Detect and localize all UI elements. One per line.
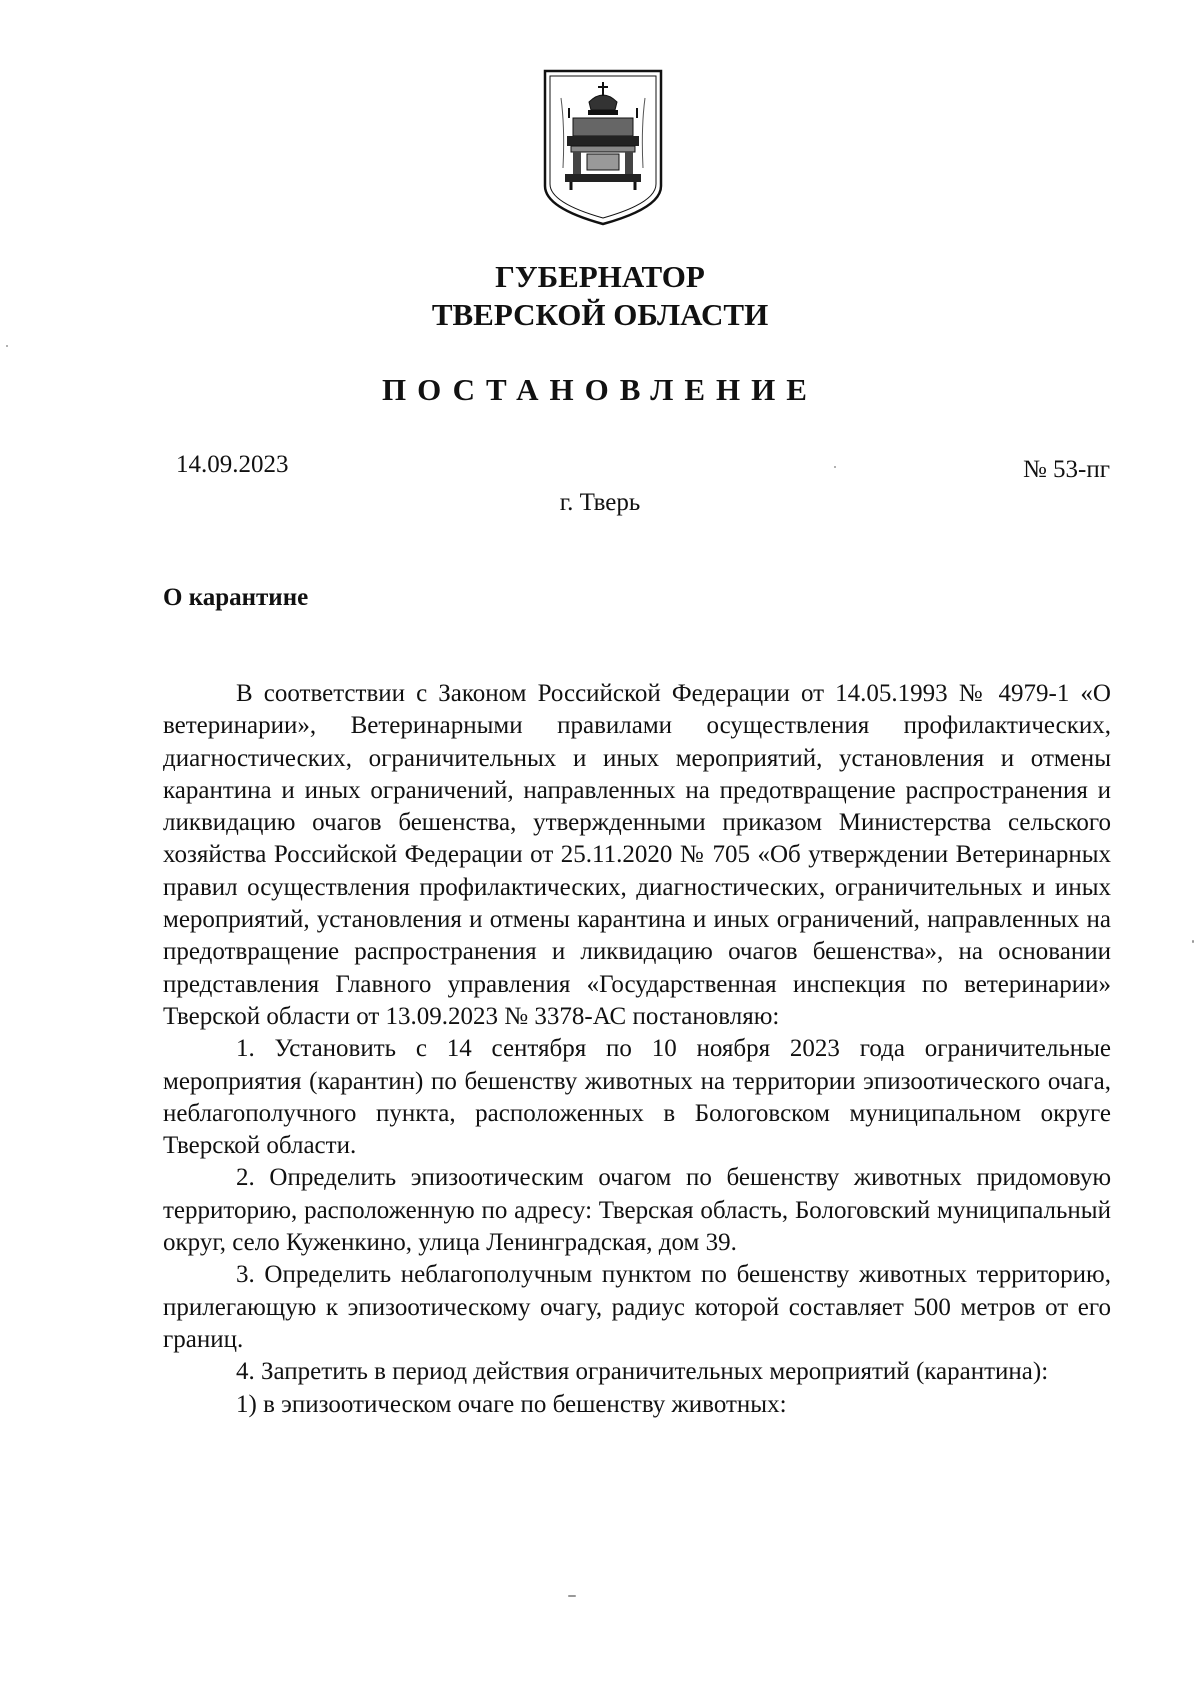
org-title-line1: ГУБЕРНАТОР xyxy=(495,259,705,294)
document-type: ПОСТАНОВЛЕНИЕ xyxy=(382,372,818,407)
preamble-paragraph: В соответствии с Законом Российской Федерации от 14.05.1993 № 4979-1 «О ветеринарии», Ветеринарными правилами осуществления профилактических, диагностических, ограничительных и иных мероприятий, установления и отмены карантина и иных ограничений, направленных на предотвращение распространения и ликвидацию очагов бешенства, утвержденными приказом Министерства сельского хозяйства Российской Федерации от 25.11.2020 № 705 «Об утверждении Ветеринарных правил осуществления профилактических, диагностических, ограничительных и иных мероприятий, установления и отмены карантина и иных ограничений, направленных на предотвращение распространения и ликвидацию очагов бешенства», на основании представления Главного управления «Государственная инспекция по ветеринарии» Тверской области от 13.09.2023 № 3378-АС постановляю: xyxy=(163,680,1111,1030)
coat-of-arms-icon xyxy=(541,68,665,226)
clause-3: 3. Определить неблагополучным пунктом по бешенству животных территорию, прилегающую к эпизоотическому очагу, радиус которой составляет 500 метров от его границ. xyxy=(163,1261,1111,1353)
document-number: № 53-пг xyxy=(1022,456,1110,483)
document-city: г. Тверь xyxy=(559,489,641,516)
scan-artifact xyxy=(1192,940,1194,943)
clause-4-subitem-1: 1) в эпизоотическом очаге по бешенству животных: xyxy=(236,1390,787,1418)
document-date: 14.09.2023 xyxy=(176,451,289,478)
document-body xyxy=(163,678,1111,1421)
document-subject: О карантине xyxy=(163,584,309,611)
scan-artifact xyxy=(834,466,836,468)
scan-artifact xyxy=(6,345,8,347)
clause-2: 2. Определить эпизоотическим очагом по бешенству животных придомовую территорию, расположенную по адресу: Тверская область, Бологовский муниципальный округ, село Куженкино, улица Ленинградская, дом 39. xyxy=(163,1164,1111,1257)
clause-1: 1. Установить с 14 сентября по 10 ноября 2023 года ограничительные мероприятия (карантин) по бешенству животных на территории эпизоотического очага, неблагополучного пункта, расположенных в Бологовском муниципальном округе Тверской области. xyxy=(163,1035,1111,1160)
scan-artifact xyxy=(568,1595,576,1597)
clause-4: 4. Запретить в период действия ограничительных мероприятий (карантина): xyxy=(236,1358,1049,1386)
org-title-line2: ТВЕРСКОЙ ОБЛАСТИ xyxy=(431,297,769,332)
